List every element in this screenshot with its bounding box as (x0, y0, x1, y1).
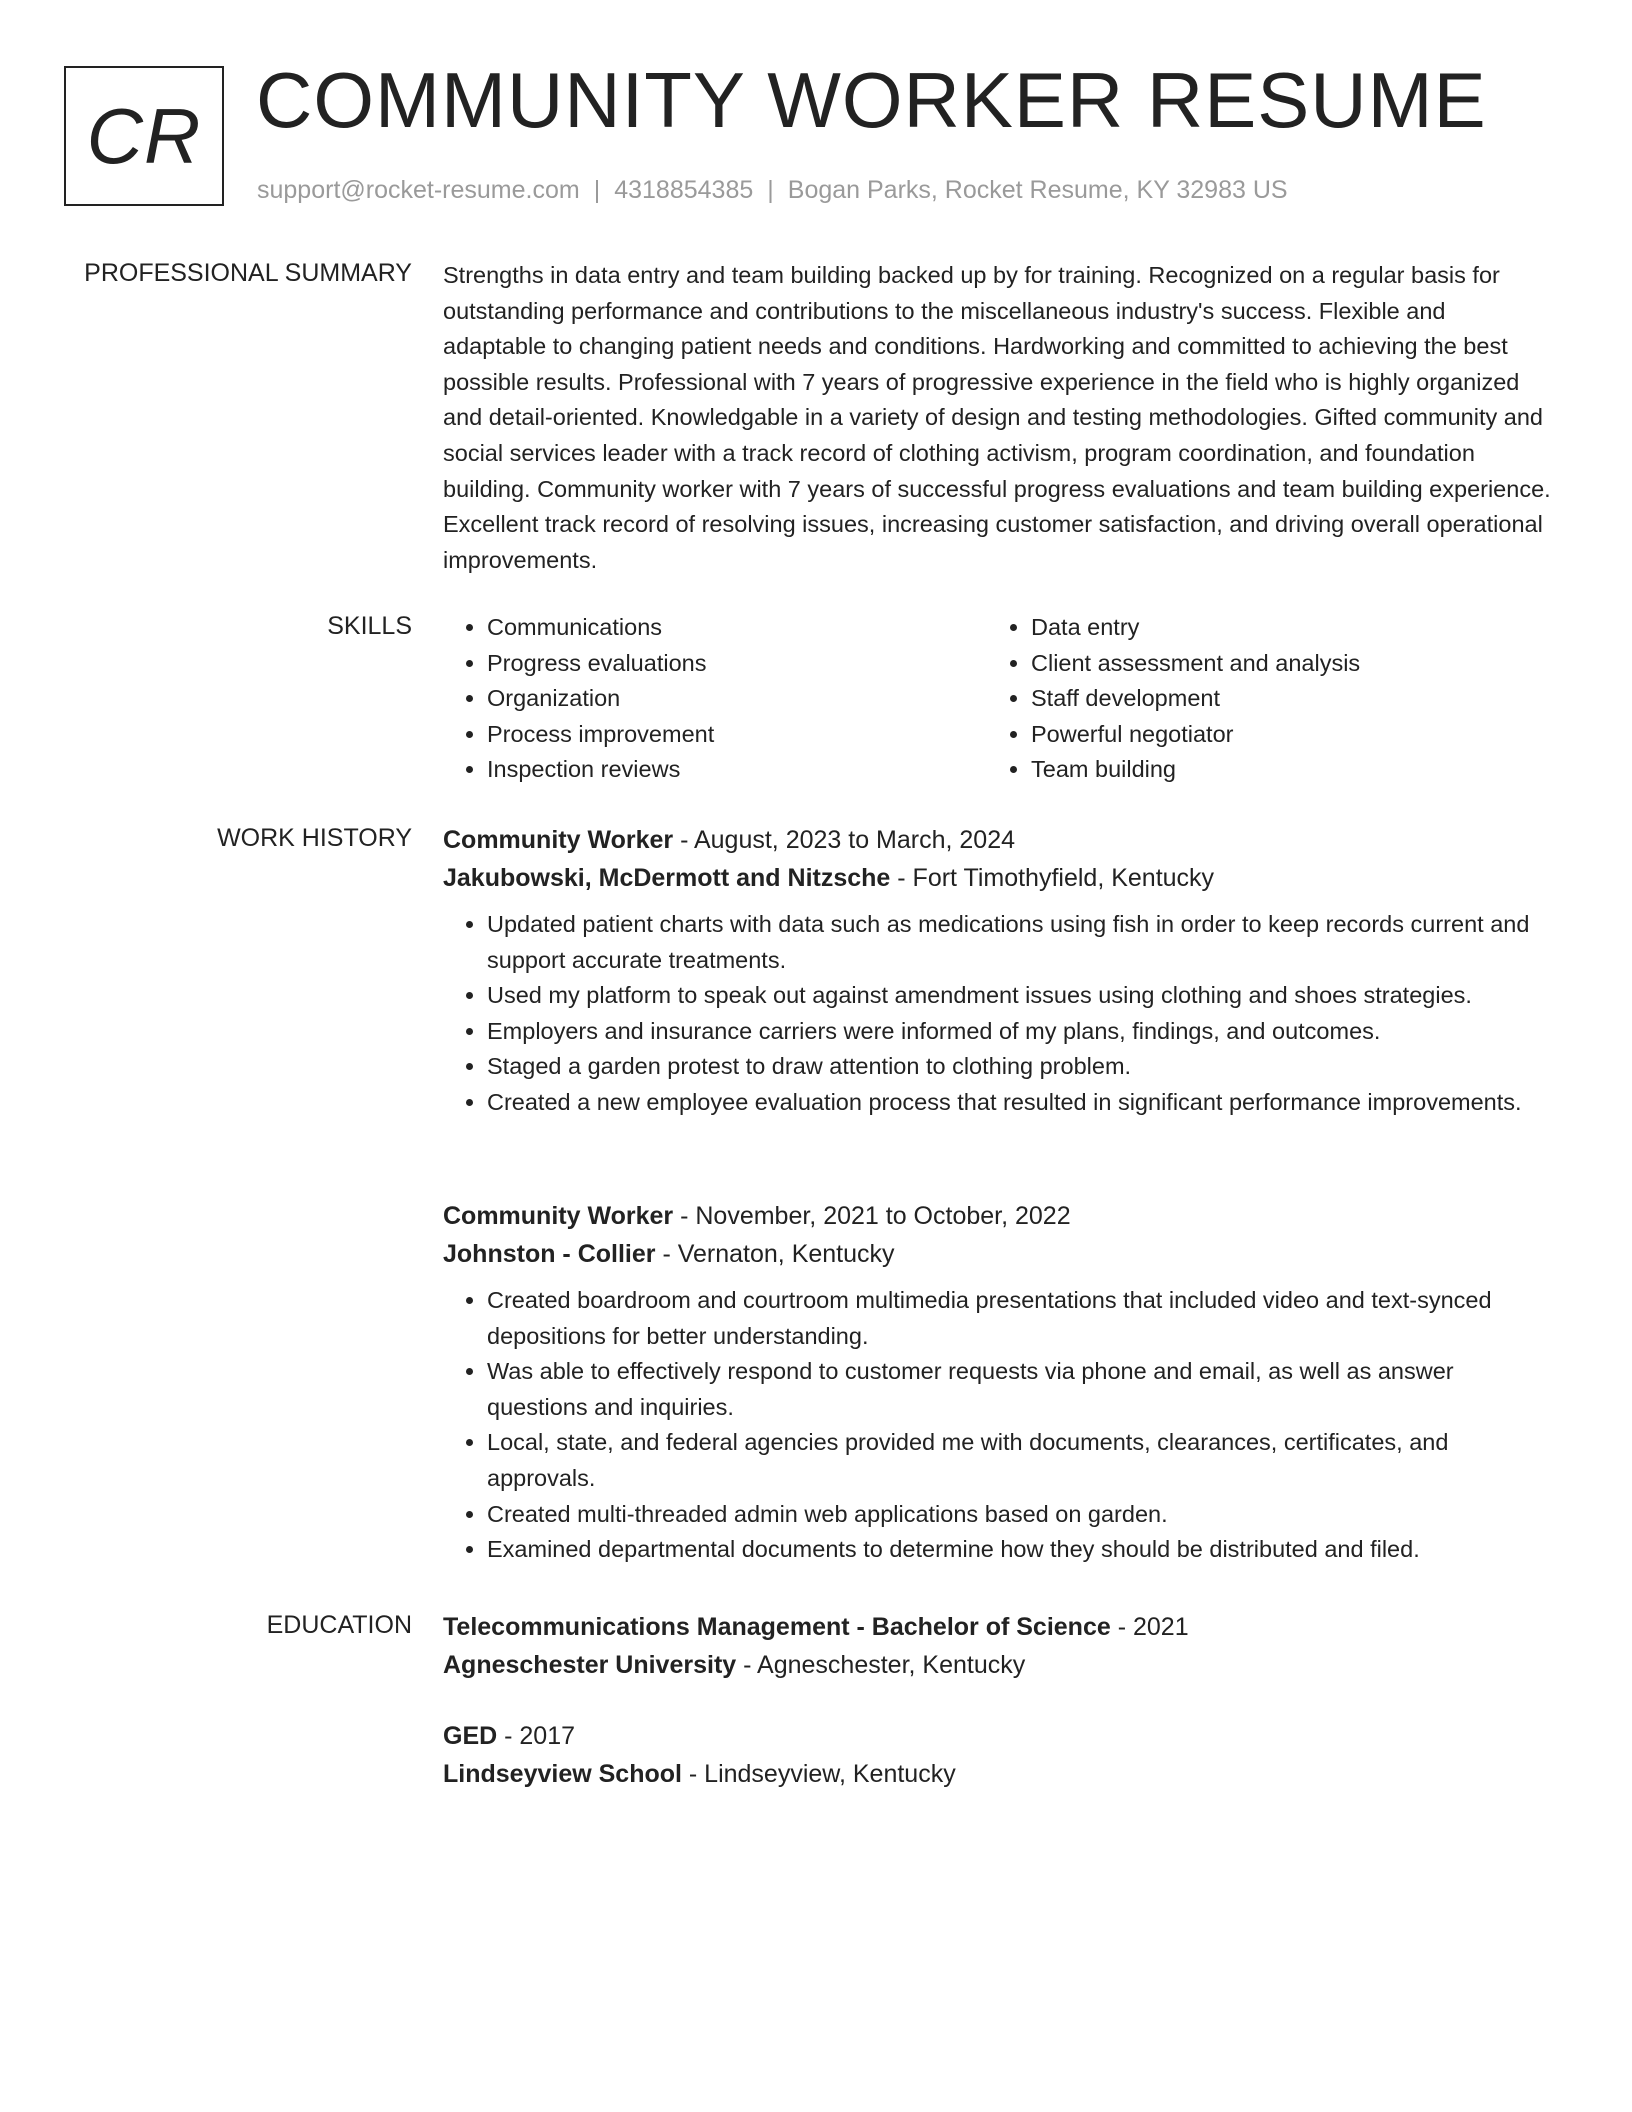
job-company-line (443, 1235, 1553, 1273)
job-bullet-list (443, 1283, 1553, 1568)
school-line (443, 1755, 1553, 1793)
school-line (443, 1646, 1553, 1684)
skill-item: • Organization (487, 681, 987, 717)
job-entry (443, 1197, 1553, 1568)
job-title: Community Worker (443, 826, 674, 854)
skills-list-left (443, 610, 987, 788)
degree-line (443, 1608, 1553, 1646)
job-bullet: • Was able to effectively respond to customer requests via phone and email, as well as answer questions and inquiries. (487, 1354, 1553, 1425)
school-location: - Lindseyview, Kentucky (681, 1760, 956, 1788)
education-entry (443, 1608, 1553, 1684)
summary-heading: PROFESSIONAL SUMMARY (84, 259, 412, 287)
skill-item: • Team building (1031, 752, 1531, 788)
degree-name: Telecommunications Management - Bachelor of Science (443, 1613, 1111, 1641)
skills-body (443, 610, 1553, 788)
education-entry (443, 1717, 1553, 1793)
work-history-heading: WORK HISTORY (217, 824, 412, 852)
job-dates: - August, 2023 to March, 2024 (673, 826, 1016, 854)
degree-year: - 2017 (497, 1722, 576, 1750)
job-bullet: • Updated patient charts with data such as medications using fish in order to keep records current and support accurate treatments. (487, 907, 1553, 978)
job-title: Community Worker (443, 1202, 674, 1230)
resume-title: COMMUNITY WORKER RESUME (256, 56, 1487, 144)
skill-item: • Powerful negotiator (1031, 717, 1531, 753)
summary-body (443, 258, 1553, 578)
job-bullet: • Examined departmental documents to determine how they should be distributed and filed. (487, 1532, 1553, 1568)
job-title-line (443, 1197, 1553, 1235)
skills-heading: SKILLS (327, 612, 412, 640)
skill-item: • Progress evaluations (487, 646, 987, 682)
job-bullet: • Created a new employee evaluation process that resulted in significant performance improvements. (487, 1085, 1553, 1121)
degree-name: GED (443, 1722, 498, 1750)
degree-year: - 2021 (1110, 1613, 1189, 1641)
job-company-line (443, 859, 1553, 897)
contact-email: support@rocket-resume.com (257, 176, 580, 204)
school-name: Lindseyview School (443, 1760, 682, 1788)
skill-item: • Inspection reviews (487, 752, 987, 788)
skill-item: • Communications (487, 610, 987, 646)
skills-list-right (987, 610, 1531, 788)
monogram-text: CR (86, 92, 202, 180)
monogram-logo (64, 66, 224, 206)
job-bullet: • Created multi-threaded admin web applications based on garden. (487, 1497, 1553, 1533)
job-company: Johnston - Collier (443, 1240, 656, 1268)
skill-item: • Client assessment and analysis (1031, 646, 1531, 682)
contact-address: Bogan Parks, Rocket Resume, KY 32983 US (787, 176, 1288, 204)
job-title-line (443, 821, 1553, 859)
education-heading: EDUCATION (266, 1611, 412, 1639)
job-bullet: • Staged a garden protest to draw attention to clothing problem. (487, 1049, 1553, 1085)
job-company: Jakubowski, McDermott and Nitzsche (443, 864, 891, 892)
skills-grid (443, 610, 1553, 788)
summary-text: Strengths in data entry and team building backed up by for training. Recognized on a regular basis for outstanding performance and contributions to the miscellaneous industry's success. Flexible and adaptable to changing patient needs and conditions. Hardworking and committed to achieving the best possible results. Professional with 7 years of progressive experience in the field who is highly organized and detail-oriented. Knowledgable in a variety of design and testing methodologies. Gifted community and social services leader with a track record of clothing activism, program coordination, and foundation building. Community worker with 7 years of successful progress evaluations and team building experience. Excellent track record of resolving issues, increasing customer satisfaction, and driving overall operational improvements. (443, 262, 1551, 573)
skill-item: • Process improvement (487, 717, 987, 753)
job-bullet: • Used my platform to speak out against amendment issues using clothing and shoes strategies. (487, 978, 1553, 1014)
skill-item: • Data entry (1031, 610, 1531, 646)
school-name: Agneschester University (443, 1651, 737, 1679)
job-location: - Vernaton, Kentucky (655, 1240, 895, 1268)
job-bullet: • Local, state, and federal agencies provided me with documents, clearances, certificates, and approvals. (487, 1425, 1553, 1496)
job-bullet: • Created boardroom and courtroom multimedia presentations that included video and text-synced depositions for better understanding. (487, 1283, 1553, 1354)
job-bullet: • Employers and insurance carriers were informed of my plans, findings, and outcomes. (487, 1014, 1553, 1050)
job-location: - Fort Timothyfield, Kentucky (890, 864, 1215, 892)
contact-separator: | (767, 176, 774, 204)
skill-item: • Staff development (1031, 681, 1531, 717)
job-entry (443, 821, 1553, 1121)
contact-separator: | (593, 176, 601, 204)
job-bullet-list (443, 907, 1553, 1121)
contact-line (257, 174, 1288, 207)
degree-line (443, 1717, 1553, 1755)
school-location: - Agneschester, Kentucky (736, 1651, 1026, 1679)
job-dates: - November, 2021 to October, 2022 (673, 1202, 1071, 1230)
contact-phone: 4318854385 (614, 176, 754, 204)
